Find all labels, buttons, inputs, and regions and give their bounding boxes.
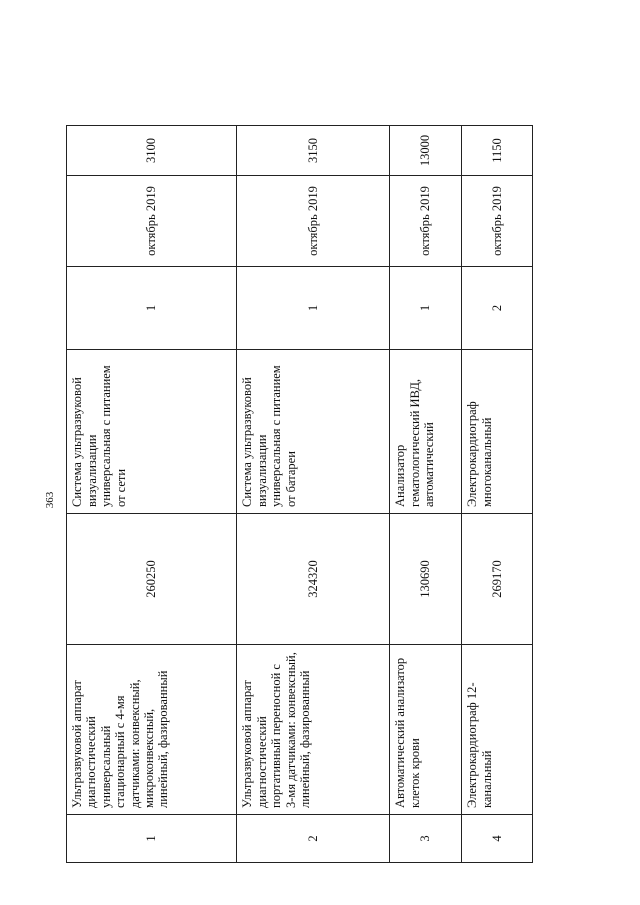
table-row <box>237 126 390 863</box>
table-row <box>67 126 237 863</box>
item-description: Система ультразвуковой визуализации универсальная с питанием от сети <box>67 350 237 514</box>
item-description: Анализатор гематологический ИВД, автоматический <box>390 350 462 514</box>
item-price: 3100 <box>67 126 237 176</box>
table-row <box>390 126 462 863</box>
item-name: Автоматический анализатор клеток крови <box>390 645 462 815</box>
item-date: октябрь 2019 <box>237 176 390 267</box>
table-container <box>66 126 532 863</box>
row-number: 3 <box>390 815 462 863</box>
item-code: 269170 <box>462 514 533 645</box>
page-number: 363 <box>44 491 56 509</box>
item-name: Электрокардиограф 12-канальный <box>462 645 533 815</box>
row-number: 1 <box>67 815 237 863</box>
item-date: октябрь 2019 <box>67 176 237 267</box>
item-quantity: 2 <box>462 267 533 350</box>
item-price: 3150 <box>237 126 390 176</box>
item-code: 324320 <box>237 514 390 645</box>
table-row <box>462 126 533 863</box>
item-code: 260250 <box>67 514 237 645</box>
item-quantity: 1 <box>390 267 462 350</box>
item-code: 130690 <box>390 514 462 645</box>
item-date: октябрь 2019 <box>390 176 462 267</box>
item-quantity: 1 <box>237 267 390 350</box>
row-number: 2 <box>237 815 390 863</box>
item-name: Ультразвуковой аппарат диагностический универсальный стационарный с 4-мя датчиками: конвексный, микроконвексный, линейный, фазированный <box>67 645 237 815</box>
equipment-table <box>66 125 533 863</box>
item-quantity: 1 <box>67 267 237 350</box>
item-name: Ультразвуковой аппарат диагностический портативный переносной с 3-мя датчиками: конвексный, линейный, фазированный <box>237 645 390 815</box>
item-description: Система ультразвуковой визуализации универсальная с питанием от батареи <box>237 350 390 514</box>
item-price: 13000 <box>390 126 462 176</box>
row-number: 4 <box>462 815 533 863</box>
item-description: Электрокардиограф многоканальный <box>462 350 533 514</box>
item-date: октябрь 2019 <box>462 176 533 267</box>
item-price: 1150 <box>462 126 533 176</box>
